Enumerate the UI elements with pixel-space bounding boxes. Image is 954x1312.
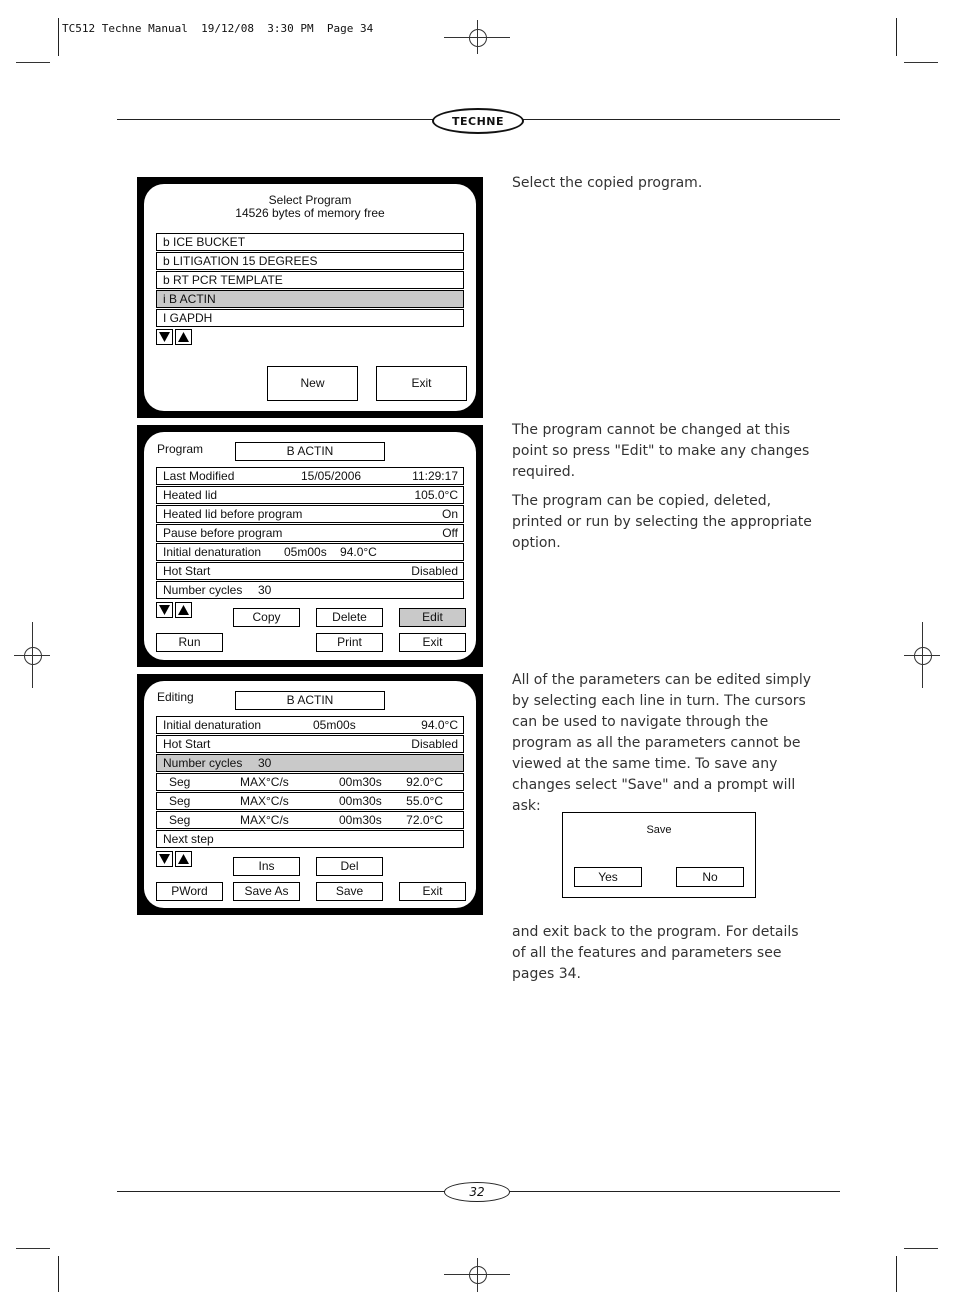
edit-button[interactable]: Edit bbox=[399, 608, 466, 627]
techne-logo: TECHNE bbox=[432, 108, 524, 134]
screen-title: Select Program bbox=[268, 193, 352, 207]
exit-button[interactable]: Exit bbox=[399, 882, 466, 901]
heated-lid-before-row[interactable]: Heated lid before program On bbox=[156, 505, 464, 523]
program-name-field[interactable]: B ACTIN bbox=[235, 691, 385, 710]
copy-button[interactable]: Copy bbox=[233, 608, 300, 627]
paragraph-copy-options: The program can be copied, deleted, printed or run by selecting the appropriate option. bbox=[512, 493, 812, 551]
exit-button[interactable]: Exit bbox=[399, 633, 466, 652]
no-button[interactable]: No bbox=[676, 867, 744, 887]
del-button[interactable]: Del bbox=[316, 857, 383, 876]
save-prompt-title: Save bbox=[646, 824, 672, 836]
print-button[interactable]: Print bbox=[316, 633, 383, 652]
crop-mark bbox=[904, 1248, 938, 1249]
memory-free-label: 14526 bytes of memory free bbox=[235, 206, 385, 220]
arrow-up-icon[interactable] bbox=[175, 851, 192, 867]
save-prompt-dialog bbox=[562, 812, 756, 898]
crop-mark bbox=[16, 62, 50, 63]
save-as-button[interactable]: Save As bbox=[233, 882, 300, 901]
editing-label: Editing bbox=[157, 690, 194, 704]
registration-mark-icon bbox=[24, 647, 42, 665]
page-number: 32 bbox=[444, 1182, 510, 1202]
crop-mark bbox=[58, 18, 59, 56]
program-list-item-selected[interactable]: i B ACTIN bbox=[156, 290, 464, 308]
crop-mark bbox=[896, 18, 897, 56]
paragraph-select-copied: Select the copied program. bbox=[512, 175, 703, 191]
paragraph-exit-back: and exit back to the program. For details of all the features and parameters see pages 34. bbox=[512, 924, 799, 982]
select-program-screen bbox=[137, 177, 483, 418]
program-label: Program bbox=[157, 442, 204, 456]
initial-denaturation-row[interactable]: Initial denaturation 05m00s 94.0°C bbox=[156, 543, 464, 561]
arrow-up-icon[interactable] bbox=[175, 602, 192, 618]
program-view-screen bbox=[137, 425, 483, 667]
arrow-down-icon[interactable] bbox=[156, 851, 173, 867]
delete-button[interactable]: Delete bbox=[316, 608, 383, 627]
exit-button[interactable]: Exit bbox=[376, 366, 467, 401]
segment-row[interactable]: Seg MAX°C/s 00m30s 92.0°C bbox=[156, 773, 464, 791]
arrow-down-icon[interactable] bbox=[156, 602, 173, 618]
crop-mark bbox=[896, 1256, 897, 1292]
program-list-item[interactable]: b ICE BUCKET bbox=[156, 233, 464, 251]
paragraph-edit-params: All of the parameters can be edited simply by selecting each line in turn. The cursors can be used to navigate through the program as all the parameters cannot be viewed at the same time. To save any changes select "Save" and a prompt will ask: bbox=[512, 672, 812, 814]
yes-button[interactable]: Yes bbox=[574, 867, 642, 887]
arrow-up-icon[interactable] bbox=[175, 329, 192, 345]
registration-mark-icon bbox=[469, 29, 487, 47]
pause-before-row[interactable]: Pause before program Off bbox=[156, 524, 464, 542]
paragraph-cannot-change: The program cannot be changed at this point so press "Edit" to make any changes required. bbox=[512, 422, 810, 480]
segment-row[interactable]: Seg MAX°C/s 00m30s 72.0°C bbox=[156, 811, 464, 829]
crop-mark bbox=[16, 1248, 50, 1249]
run-button[interactable]: Run bbox=[156, 633, 223, 652]
program-list-item[interactable]: b RT PCR TEMPLATE bbox=[156, 271, 464, 289]
editing-screen bbox=[137, 674, 483, 915]
registration-mark-icon bbox=[469, 1266, 487, 1284]
program-name-field[interactable]: B ACTIN bbox=[235, 442, 385, 461]
next-step-row[interactable]: Next step bbox=[156, 830, 464, 848]
segment-row[interactable]: Seg MAX°C/s 00m30s 55.0°C bbox=[156, 792, 464, 810]
hot-start-row[interactable]: Hot Start Disabled bbox=[156, 735, 464, 753]
crop-mark bbox=[58, 1256, 59, 1292]
number-cycles-row-selected[interactable]: Number cycles 30 bbox=[156, 754, 464, 772]
new-button[interactable]: New bbox=[267, 366, 358, 401]
heated-lid-row[interactable]: Heated lid 105.0°C bbox=[156, 486, 464, 504]
crop-mark bbox=[904, 62, 938, 63]
number-cycles-row[interactable]: Number cycles 30 bbox=[156, 581, 464, 599]
program-list-item[interactable]: I GAPDH bbox=[156, 309, 464, 327]
pword-button[interactable]: PWord bbox=[156, 882, 223, 901]
arrow-down-icon[interactable] bbox=[156, 329, 173, 345]
hot-start-row[interactable]: Hot Start Disabled bbox=[156, 562, 464, 580]
program-list-item[interactable]: b LITIGATION 15 DEGREES bbox=[156, 252, 464, 270]
print-slug: TC512 Techne Manual 19/12/08 3:30 PM Page 34 bbox=[62, 22, 374, 35]
ins-button[interactable]: Ins bbox=[233, 857, 300, 876]
last-modified-row[interactable]: Last Modified 15/05/2006 11:29:17 bbox=[156, 467, 464, 485]
save-button[interactable]: Save bbox=[316, 882, 383, 901]
initial-denaturation-row[interactable]: Initial denaturation 05m00s 94.0°C bbox=[156, 716, 464, 734]
registration-mark-icon bbox=[914, 647, 932, 665]
